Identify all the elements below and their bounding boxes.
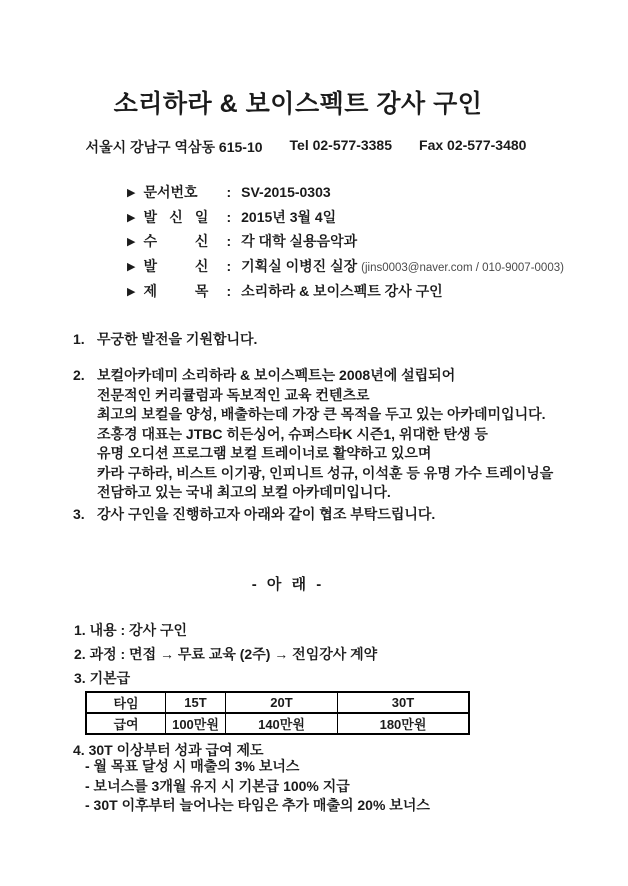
doc-info-row-sender xyxy=(127,255,564,281)
notice-item-performance-pay: 4. 30T 이상부터 성과 급여 제도 xyxy=(73,742,264,758)
paragraph-request xyxy=(73,505,435,525)
colon-separator: : xyxy=(226,257,232,274)
colon-separator: : xyxy=(226,208,232,225)
arrow-bullet-icon: ▶ xyxy=(127,236,136,248)
doc-info-value: 각 대학 실용음악과 xyxy=(241,233,358,249)
table-cell-time-label: 타임 xyxy=(86,692,166,713)
paragraph-academy-intro xyxy=(73,366,553,503)
doc-info-row-number xyxy=(127,181,564,206)
page-title: 소리하라 & 보이스펙트 강사 구인 xyxy=(113,90,483,118)
fax-text: Fax 02-577-3480 xyxy=(419,137,527,153)
notice-item-content: 1. 내용 : 강사 구인 xyxy=(74,622,188,638)
doc-info-value: 2015년 3월 4일 xyxy=(241,208,337,225)
table-cell-30t: 30T xyxy=(338,692,470,713)
notice-item-list xyxy=(74,618,377,690)
bonus-bullet-line: - 30T 이후부터 늘어나는 타임은 추가 매출의 20% 보너스 xyxy=(85,797,430,813)
bonus-bullet-list xyxy=(85,757,430,816)
paragraph-line: 보컬아카데미 소리하라 & 보이스펙트는 2008년에 설립되어 xyxy=(97,367,456,383)
colon-separator: : xyxy=(226,283,232,299)
paragraph-text xyxy=(97,366,553,503)
paragraph-line: 전담하고 있는 국내 최고의 보컬 아카데미입니다. xyxy=(97,484,391,500)
colon-separator: : xyxy=(226,184,232,200)
table-cell-salary-20t: 140만원 xyxy=(226,713,338,734)
bonus-bullet-line: - 월 목표 달성 시 매출의 3% 보너스 xyxy=(85,758,300,774)
tel-text: Tel 02-577-3385 xyxy=(289,137,393,153)
paragraph-text xyxy=(97,505,435,525)
doc-info-label: 문서번호 xyxy=(143,184,198,200)
salary-table-header-row xyxy=(86,692,469,713)
sender-contact-detail: (jins0003@naver.com / 010-9007-0003) xyxy=(361,261,564,274)
address-text: 서울시 강남구 역삼동 615-10 xyxy=(85,139,263,155)
table-cell-20t: 20T xyxy=(226,692,338,713)
below-section-divider: - 아 래 - xyxy=(251,576,325,593)
paragraph-number: 3. xyxy=(73,506,85,522)
paragraph-line: 조홍경 대표는 JTBC 히든싱어, 슈퍼스타K 시즌1, 위대한 탄생 등 xyxy=(97,425,488,442)
doc-info-label: 제 목 xyxy=(143,283,209,299)
paragraph-text xyxy=(97,330,257,350)
notice-item-base-salary: 3. 기본급 xyxy=(74,670,131,686)
arrow-bullet-icon: ▶ xyxy=(127,187,136,199)
paragraph-line: 전문적인 커리큘럼과 독보적인 교육 컨텐츠로 xyxy=(97,386,370,403)
paragraph-line: 강사 구인을 진행하고자 아래와 같이 협조 부탁드립니다. xyxy=(97,506,436,522)
table-cell-salary-label: 급여 xyxy=(86,713,166,734)
doc-info-list xyxy=(127,181,564,305)
paragraph-line: 카라 구하라, 비스트 이기광, 인피니트 성규, 이석훈 등 유명 가수 트레이닝을 xyxy=(97,464,554,481)
table-cell-salary-15t: 100만원 xyxy=(166,713,226,734)
paragraph-number: 1. xyxy=(73,331,85,347)
doc-info-row-date xyxy=(127,206,564,231)
arrow-bullet-icon: ▶ xyxy=(127,211,136,224)
salary-table xyxy=(85,691,470,735)
doc-info-value: SV-2015-0303 xyxy=(241,184,331,200)
salary-table-value-row xyxy=(86,713,469,734)
doc-info-row-subject xyxy=(127,280,564,305)
doc-info-row-recipient xyxy=(127,230,564,255)
notice-item-process: 2. 과정 : 면접 → 무료 교육 (2주) → 전임강사 계약 xyxy=(74,646,378,662)
doc-info-value: 기획실 이병진 실장 xyxy=(241,257,358,274)
table-cell-15t: 15T xyxy=(166,692,226,713)
table-cell-salary-30t: 180만원 xyxy=(338,713,470,734)
paragraph-number: 2. xyxy=(73,367,85,383)
contact-line xyxy=(0,137,612,157)
arrow-bullet-icon: ▶ xyxy=(127,260,136,273)
bonus-bullet-line: - 보너스를 3개월 유지 시 기본급 100% 지급 xyxy=(85,777,350,794)
paragraph-line: 최고의 보컬을 양성, 배출하는데 가장 큰 목적을 두고 있는 아카데미입니다. xyxy=(97,406,546,422)
doc-info-label: 발 신 xyxy=(143,257,209,274)
doc-info-label: 발 신 일 xyxy=(143,208,209,225)
colon-separator: : xyxy=(226,233,232,249)
arrow-bullet-icon: ▶ xyxy=(127,286,136,298)
paragraph-greeting xyxy=(73,330,257,350)
doc-info-value: 소리하라 & 보이스펙트 강사 구인 xyxy=(241,283,443,299)
paragraph-line: 무궁한 발전을 기원합니다. xyxy=(97,331,258,347)
doc-info-label: 수 신 xyxy=(143,233,209,249)
paragraph-line: 유명 오디션 프로그램 보컬 트레이너로 활약하고 있으며 xyxy=(97,445,432,461)
